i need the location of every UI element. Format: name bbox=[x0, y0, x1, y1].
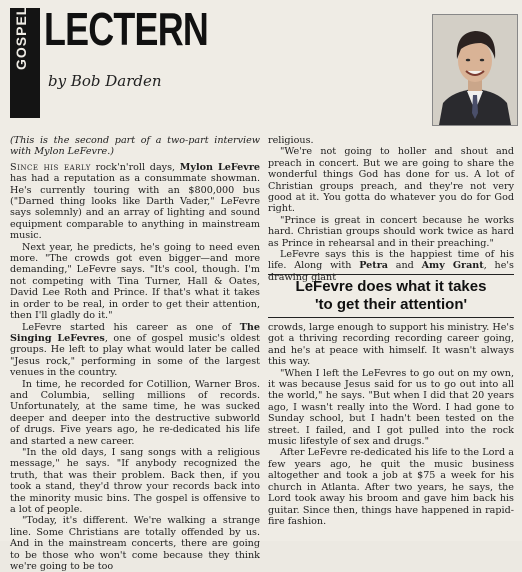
article-paragraph bbox=[10, 162, 260, 242]
article-paragraph: "Prince is great in concert because he works hard. Christian groups should work twice as hard as Prince in rehearsal and in their preaching." bbox=[268, 214, 514, 249]
pull-quote-line-1: LeFevre does what it takes bbox=[295, 278, 487, 295]
name-amy-grant: Amy Grant bbox=[421, 260, 484, 272]
article-paragraph: "We're not going to holler and shout and preach in concert. But we are going to share the wonderful things God has done for us. A lot of Christian groups preach, and they're not very good at it. You gotta do whatever you do for God right. bbox=[268, 146, 514, 215]
article-intro: (This is the second part of a two-part interview with Mylon LeFevre.) bbox=[10, 135, 260, 158]
article-column-left bbox=[10, 135, 260, 572]
article-paragraph: "When I left the LeFevres to go out on my own, it was because Jesus said for us to go out into all the world," he says. "But when I did that 20 years ago, I wasn't really into the Word. I had gone to Sunday school, but I hadn't been tested on the street. I failed, and I got pulled into the rock music lifestyle of sex and drugs." bbox=[268, 367, 514, 448]
text-run: rock'n'roll days, bbox=[90, 161, 180, 173]
article-paragraph: Next year, he predicts, he's going to need even more. "The crowds got even bigger—and more demanding," LeFevre says. "It's cool, though. I'm not competing with Tina Turner, Hall & Oates, David Lee Roth and Prince. If that's what it takes in order to be real, in order to get their attention, then I'll gladly do it." bbox=[10, 241, 260, 322]
portrait-image bbox=[433, 15, 517, 125]
masthead-title: LECTERN bbox=[44, 3, 208, 55]
text-run: , he's drawing giant bbox=[268, 260, 514, 283]
article-paragraph: crowds, large enough to support his ministry. He's got a thriving recording recording career going, and he's at peace with himself. It wasn't always this way. bbox=[268, 322, 514, 368]
article-paragraph: In time, he recorded for Cotillion, Warner Bros. and Columbia, selling millions of records. Unfortunately, at the same time, he was sucked deeper and deeper into the destructive subworld of drugs. Five years ago, he re-dedicated his life and started a new career. bbox=[10, 378, 260, 447]
article-column-right-bottom bbox=[268, 322, 514, 527]
article-paragraph: "In the old days, I sang songs with a religious message," he says. "If anybody recognized the truth, that was their problem. Back then, if you took a stand, they'd throw your records back into the minority music bins. The gospel is offensive to a lot of people. bbox=[10, 446, 260, 515]
text-run: , one of gospel music's oldest groups. He left to play what would later be called "Jesus rock," performing in some of the largest venues in the country. bbox=[10, 332, 260, 379]
author-photo bbox=[432, 14, 518, 126]
pull-quote bbox=[268, 274, 514, 318]
lead-in: Since his early bbox=[10, 161, 91, 173]
article-paragraph: After LeFevre re-dedicated his life to the Lord a few years ago, he quit the music business altogether and took a job at $75 a week for his church in Atlanta. After two years, he says, the Lord took away his broom and gave him back his guitar. Since then, things have happened in rapid-fire fashion. bbox=[268, 447, 514, 527]
name-mylon: Mylon LeFevre bbox=[179, 161, 261, 173]
text-run: has had a reputation as a consummate showman. He's currently touring with an $800,000 bus ("Darned thing looks like Darth Vader," LeFevre says solemnly) and an array of lighting and sound equipment comparable to anything in mainstream music. bbox=[10, 173, 260, 242]
article-paragraph: religious. bbox=[268, 135, 314, 146]
article-paragraph: "Today, it's different. We're walking a strange line. Some Christians are totally offended by us. And in the mainstream concerts, there are going to be those who won't come because they think we're going to be too bbox=[10, 515, 260, 572]
text-run: LeFevre says this is the happiest time of his life. Along with bbox=[268, 249, 514, 272]
masthead-vertical-label: GOSPEL bbox=[13, 5, 29, 70]
pull-quote-line-2: 'to get their attention' bbox=[314, 296, 468, 313]
name-singing-lefevres: The Singing LeFevres bbox=[10, 321, 260, 344]
text-run: and bbox=[387, 260, 422, 272]
article-column-right-top bbox=[268, 135, 514, 283]
byline: by Bob Darden bbox=[48, 72, 162, 90]
text-run: LeFevre started his career as one of bbox=[22, 321, 240, 333]
name-petra: Petra bbox=[359, 260, 388, 272]
article-paragraph bbox=[10, 322, 260, 379]
